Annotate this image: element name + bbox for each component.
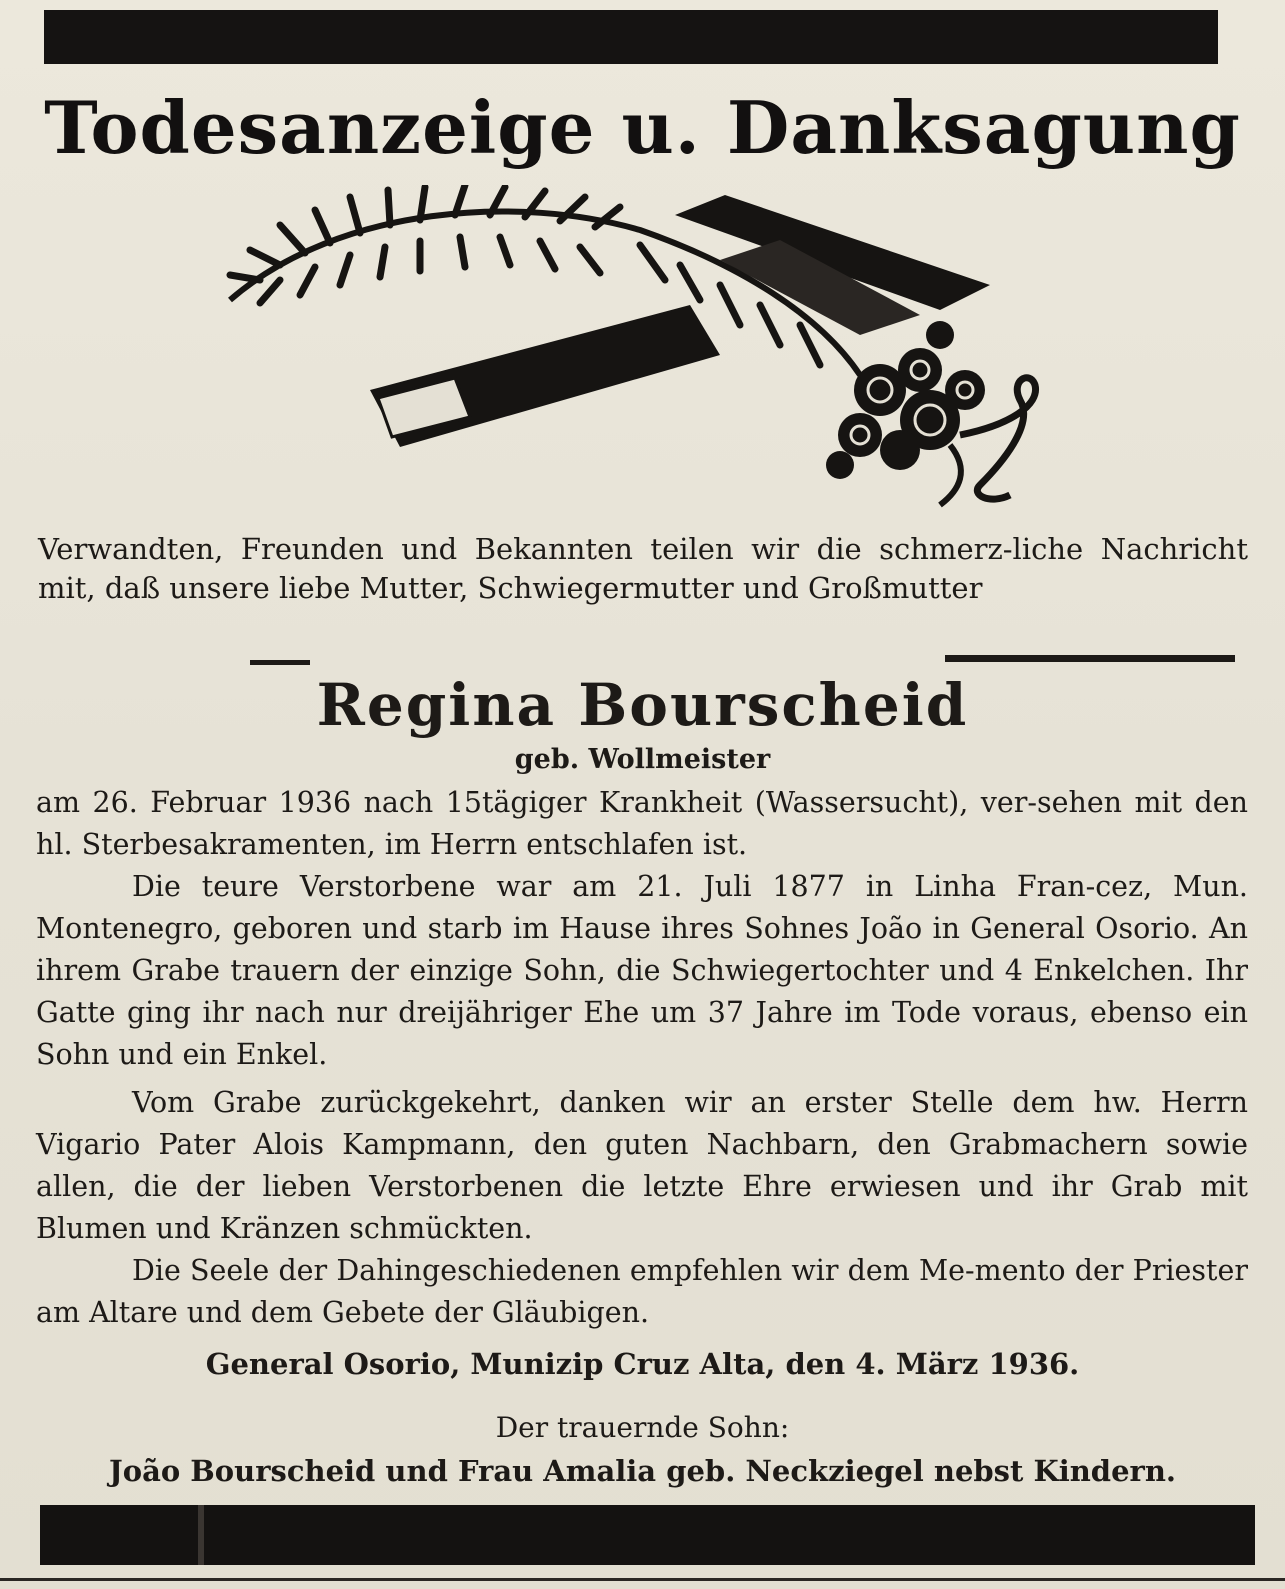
bar-seam xyxy=(198,1505,204,1565)
notice-body xyxy=(36,782,1248,1334)
death-paragraph: am 26. Februar 1936 nach 15tägiger Krankheit (Wassersucht), ver-sehen mit den hl. Sterbesakramenten, im Herrn entschlafen ist. xyxy=(36,786,1248,861)
right-rule xyxy=(945,655,1235,662)
bottom-black-bar xyxy=(40,1505,1255,1565)
deceased-name: Regina Bourscheid xyxy=(316,671,969,739)
intro-paragraph xyxy=(38,530,1248,608)
cross-palm-roses-icon xyxy=(220,185,1080,510)
place-date: General Osorio, Munizip Cruz Alta, den 4. März 1936. xyxy=(205,1347,1080,1381)
headline: Todesanzeige u. Danksagung xyxy=(44,85,1241,170)
maiden-name: geb. Wollmeister xyxy=(514,744,771,775)
biography-paragraph: Die teure Verstorbene war am 21. Juli 1877 in Linha Fran-cez, Mun. Montenegro, geboren und starb im Hause ihres Sohnes João in General Osorio. An ihrem Grabe trauern der einzige Sohn, die Schwiegertochter und 4 Enkelchen. Ihr Gatte ging ihr nach nur dreijähriger Ehe um 37 Jahre im Tode voraus, ebenso ein Sohn und ein Enkel. xyxy=(36,870,1248,1071)
intro-text: Verwandten, Freunden und Bekannten teilen wir die schmerz-liche Nachricht mit, daß unsere liebe Mutter, Schwiegermutter und Großmutter xyxy=(38,532,1248,605)
memento-paragraph: Die Seele der Dahingeschiedenen empfehlen wir dem Me-mento der Priester am Altare und dem Gebete der Gläubigen. xyxy=(36,1254,1248,1329)
bottom-rule xyxy=(0,1578,1285,1581)
mourning-son-label: Der trauernde Sohn: xyxy=(495,1411,790,1444)
top-black-bar xyxy=(44,10,1218,64)
signature-line: João Bourscheid und Frau Amalia geb. Neckziegel nebst Kindern. xyxy=(109,1454,1176,1488)
thanks-paragraph: Vom Grabe zurückgekehrt, danken wir an erster Stelle dem hw. Herrn Vigario Pater Alois Kampmann, den guten Nachbarn, den Grabmachern sowie allen, die der lieben Verstorbenen die letzte Ehre erwiesen und ihr Grab mit Blumen und Kränzen schmückten. xyxy=(36,1086,1248,1245)
